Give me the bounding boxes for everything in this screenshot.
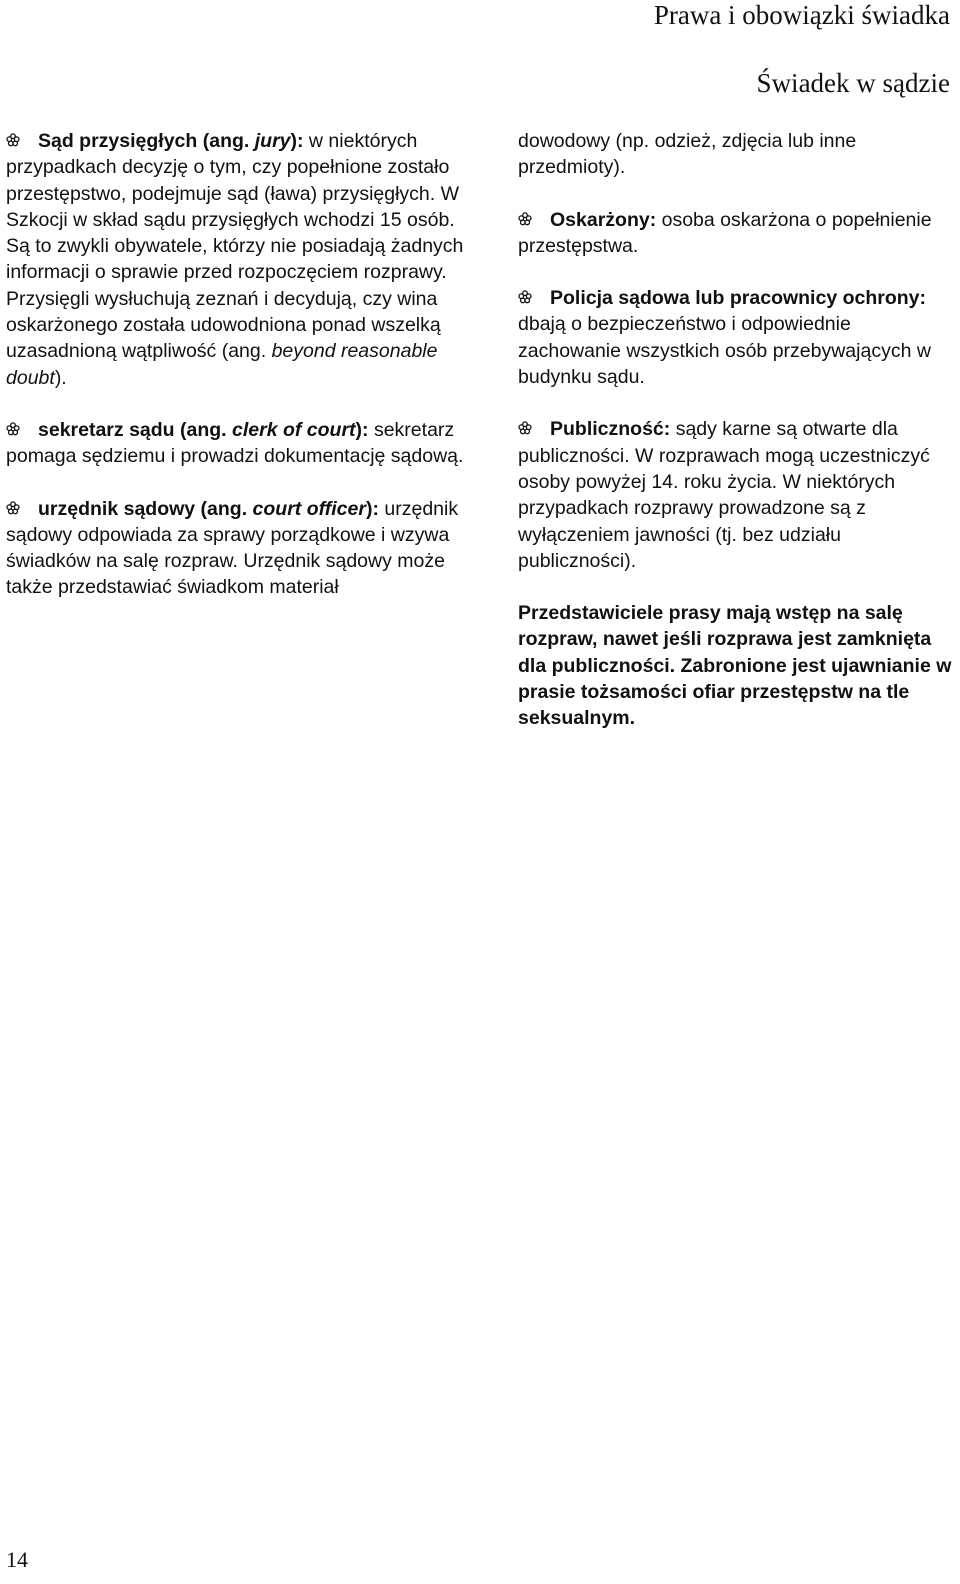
clerk-text: sekretarz pomaga sędziemu i prowadzi dokumentację sądową. bbox=[6, 418, 464, 468]
clerk-term-end: ): bbox=[355, 418, 369, 441]
police-paragraph bbox=[518, 285, 958, 390]
jury-italic: beyond reasonable doubt bbox=[6, 340, 438, 389]
jury-term-end: ): bbox=[290, 130, 304, 152]
clerk-term: sekretarz sądu (ang. bbox=[38, 418, 232, 441]
flower-bullet-icon bbox=[518, 290, 538, 304]
continuation-paragraph: dowodowy (np. odzież, zdjęcia lub inne przedmioty). bbox=[518, 130, 857, 179]
jury-term-en: jury bbox=[254, 130, 291, 152]
flower-bullet-icon bbox=[6, 133, 26, 147]
press-note: Przedstawiciele prasy mają wstęp na salę rozpraw, nawet jeśli rozprawa jest zamknięta dla publiczności. Zabronione jest ujawnianie w prasie tożsamości ofiar przestępstw na tle seksualnym. bbox=[518, 602, 952, 730]
jury-text-end: ). bbox=[54, 366, 67, 389]
police-text: dbają o bezpieczeństwo i odpowiednie zachowanie wszystkich osób przebywających w budynku sądu. bbox=[518, 313, 931, 389]
flower-bullet-icon bbox=[6, 501, 26, 515]
jury-paragraph bbox=[6, 128, 476, 391]
right-column bbox=[518, 128, 958, 758]
page-number: 14 bbox=[6, 1547, 28, 1572]
accused-text: osoba oskarżona o popełnienie przestępstwa. bbox=[518, 208, 932, 257]
clerk-paragraph bbox=[6, 417, 476, 470]
accused-paragraph bbox=[518, 207, 958, 260]
jury-term: Sąd przysięgłych (ang. bbox=[38, 130, 255, 152]
officer-text: urzędnik sądowy odpowiada za sprawy porządkowe i wzywa świadków na salę rozpraw. Urzędnik sądowy może także przedstawiać świadkom materiał bbox=[6, 497, 459, 599]
public-text: sądy karne są otwarte dla publiczności. W rozprawach mogą uczestniczyć osoby powyżej 14. roku życia. W niektórych przypadkach rozprawy prowadzone są z wyłączeniem jawności (tj. bez udziału publiczności). bbox=[518, 418, 930, 572]
officer-term-en: court officer bbox=[252, 497, 366, 520]
jury-text: w niektórych przypadkach decyzję o tym, czy popełnione zostało przestępstwo, podejmuje sąd (ława) przysięgłych. W Szkocji w skład sądu przysięgłych wchodzi 15 osób. Są to zwykli obywatele, którzy nie posiadają żadnych informacji o sprawie przed rozpoczęciem rozprawy. Przysięgli wysłuchują zeznań i decydują, czy wina oskarżonego została udowodniona ponad wszelką uzasadnioną wątpliwość (ang. bbox=[6, 130, 464, 363]
left-column bbox=[6, 128, 476, 627]
police-term: Policja sądowa lub pracownicy ochrony: bbox=[550, 287, 927, 310]
officer-term: urzędnik sądowy (ang. bbox=[38, 497, 253, 520]
public-paragraph bbox=[518, 416, 958, 574]
running-title: Prawa i obowiązki świadka bbox=[653, 0, 950, 30]
clerk-term-en: clerk of court bbox=[232, 418, 356, 441]
officer-term-end: ): bbox=[365, 497, 379, 520]
flower-bullet-icon bbox=[6, 422, 26, 436]
section-title: Świadek w sądzie bbox=[756, 68, 950, 98]
flower-bullet-icon bbox=[518, 212, 538, 226]
officer-paragraph bbox=[6, 496, 476, 601]
accused-term: Oskarżony: bbox=[550, 208, 657, 231]
flower-bullet-icon bbox=[518, 421, 538, 435]
public-term: Publiczność: bbox=[550, 418, 671, 441]
